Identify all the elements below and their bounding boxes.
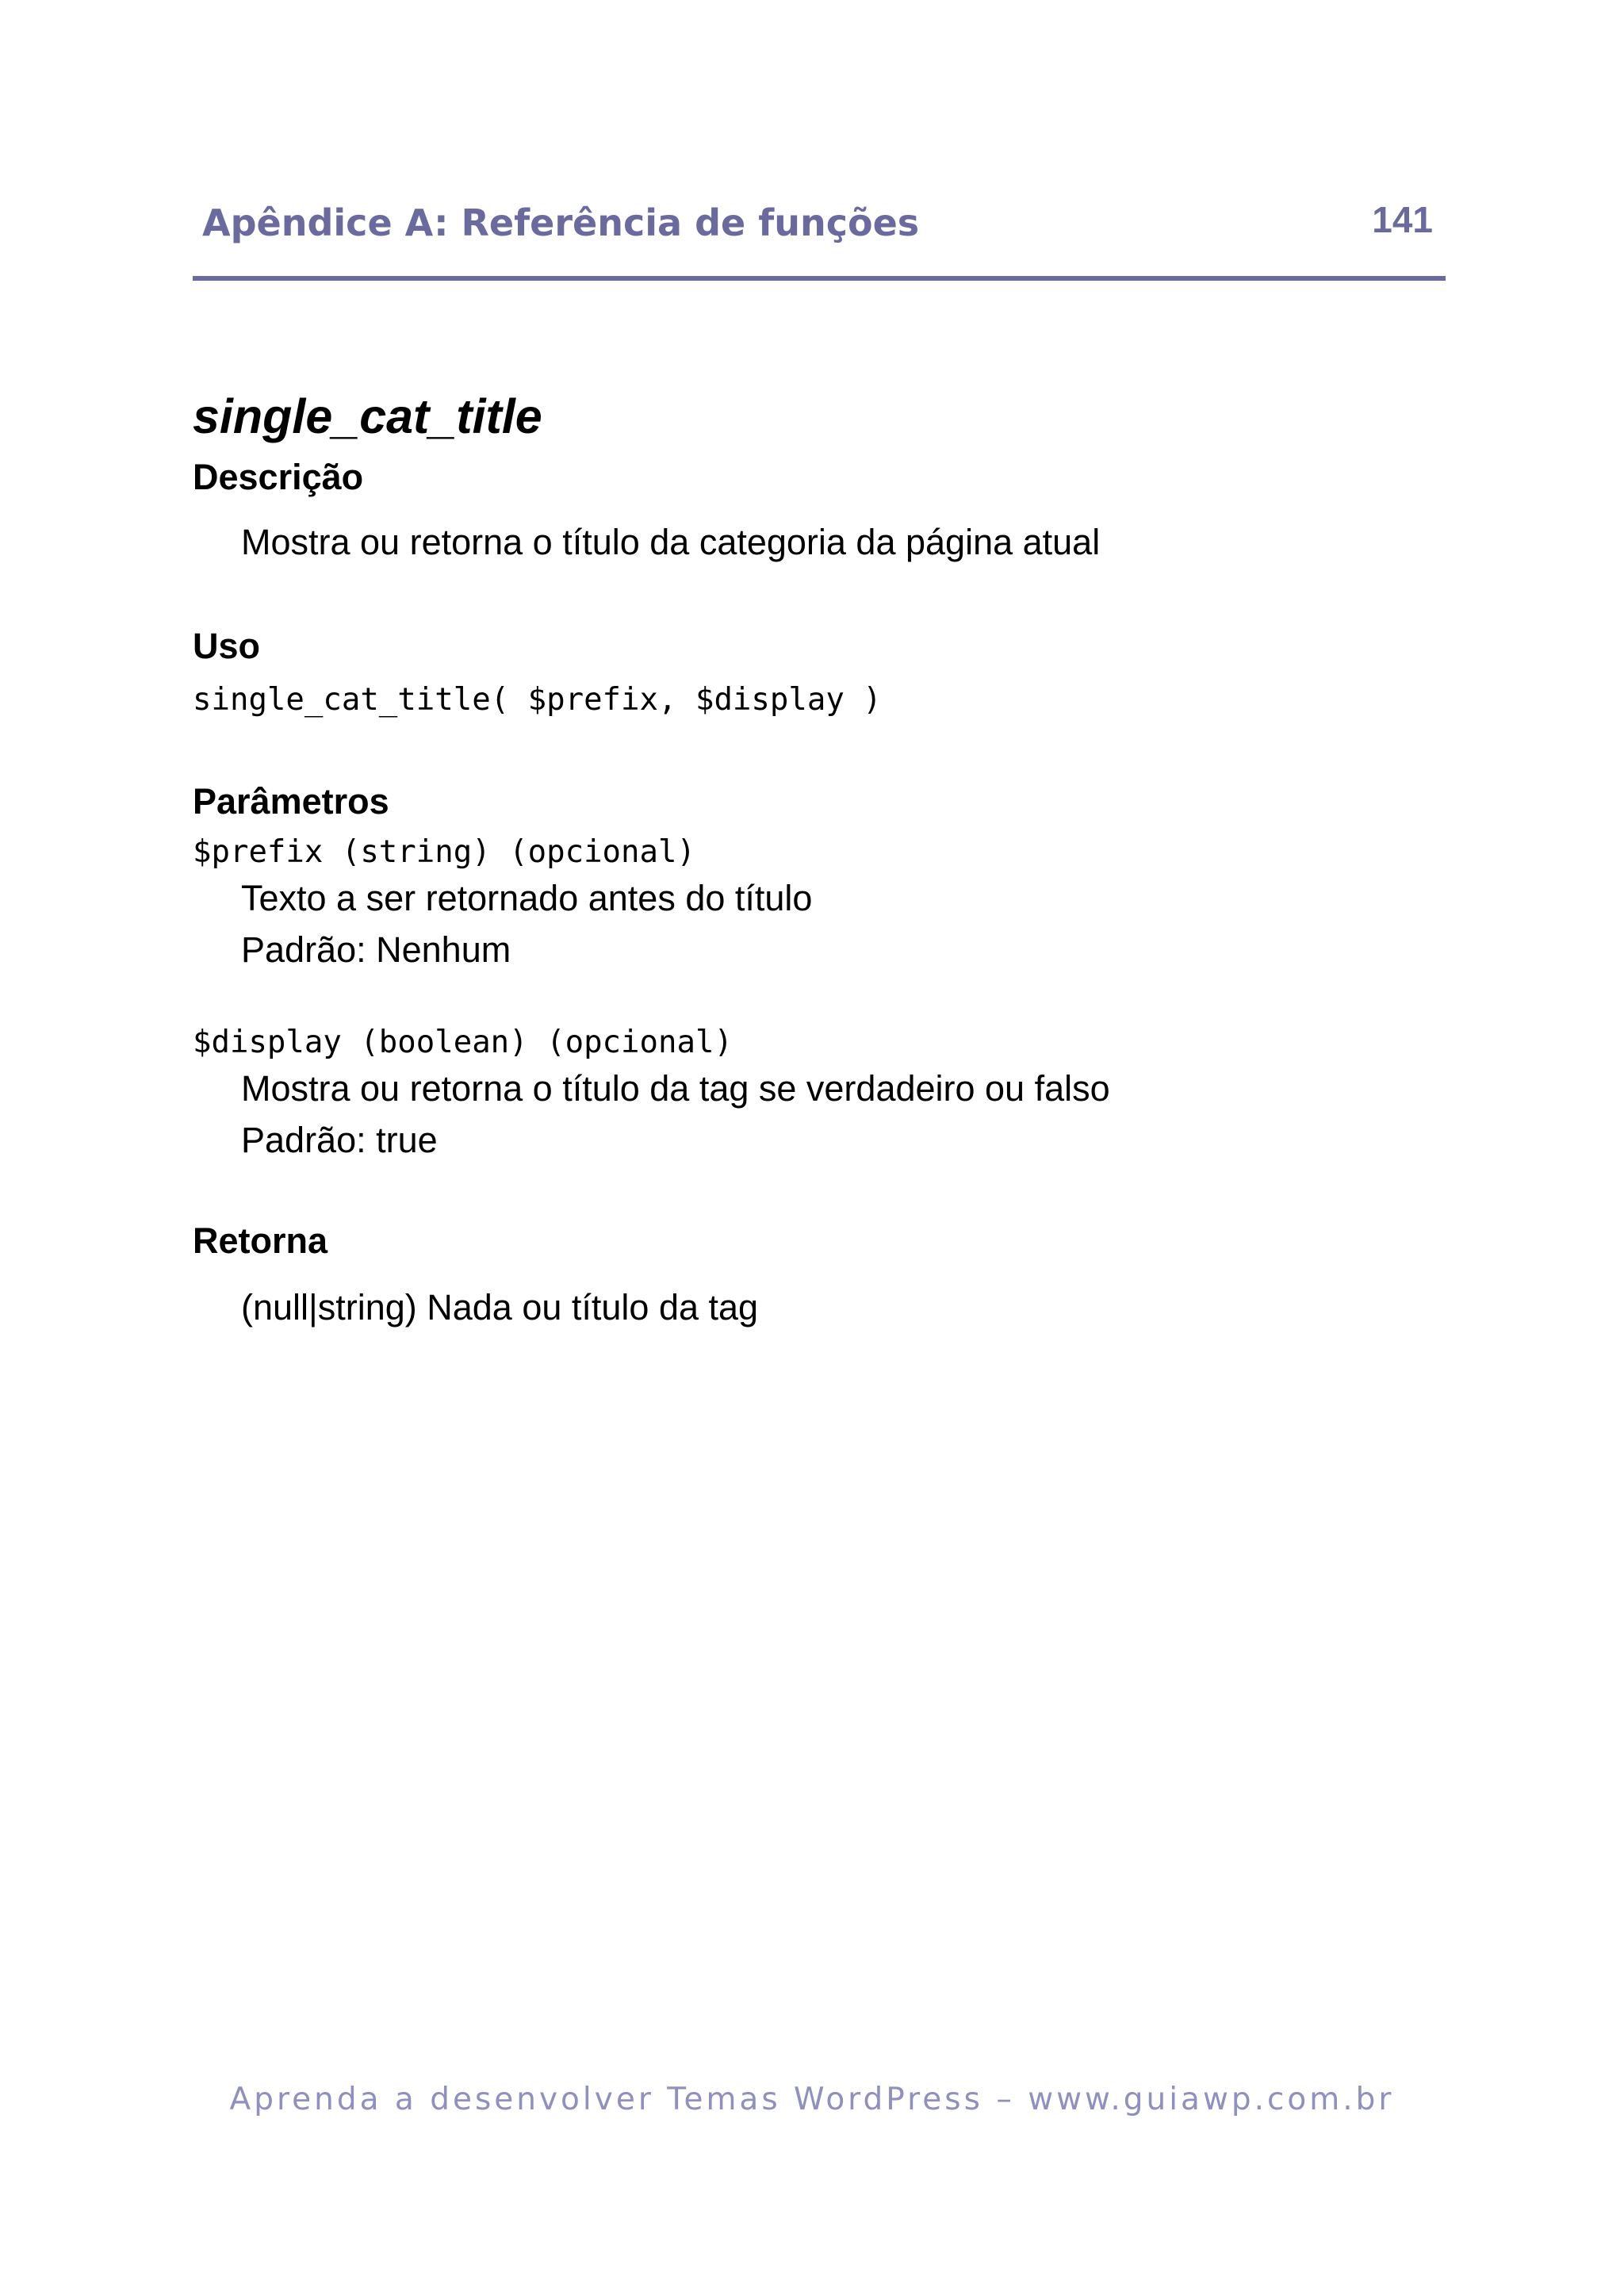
parameter-default: Padrão: Nenhum — [241, 929, 511, 970]
page-footer: Aprenda a desenvolver Temas WordPress – www.guiawp.com.br — [229, 2082, 1395, 2117]
parameter-signature: $prefix (string) (opcional) — [193, 834, 695, 870]
page-header — [193, 190, 1446, 281]
parameter-description: Texto a ser retornado antes do título — [241, 878, 813, 918]
page-number: 141 — [1372, 199, 1433, 240]
usage-heading: Uso — [193, 626, 261, 666]
function-reference — [193, 389, 1446, 1333]
description-text: Mostra ou retorna o título da categoria da página atual — [241, 522, 1101, 562]
returns-heading: Retorna — [193, 1220, 328, 1261]
usage-code: single_cat_title( $prefix, $display ) — [193, 682, 882, 718]
parameter-prefix — [193, 833, 1446, 975]
description-heading: Descrição — [193, 457, 364, 497]
parameter-default: Padrão: true — [241, 1120, 438, 1160]
parameter-signature: $display (boolean) (opcional) — [193, 1025, 733, 1060]
parameter-display — [193, 1023, 1446, 1166]
returns-text: (null|string) Nada ou título da tag — [241, 1287, 759, 1327]
parameter-description: Mostra ou retorna o título da tag se verdadeiro ou falso — [241, 1068, 1110, 1109]
parameters-heading: Parâmetros — [193, 781, 389, 822]
function-name: single_cat_title — [193, 389, 542, 443]
chapter-title: Apêndice A: Referência de funções — [202, 201, 920, 244]
